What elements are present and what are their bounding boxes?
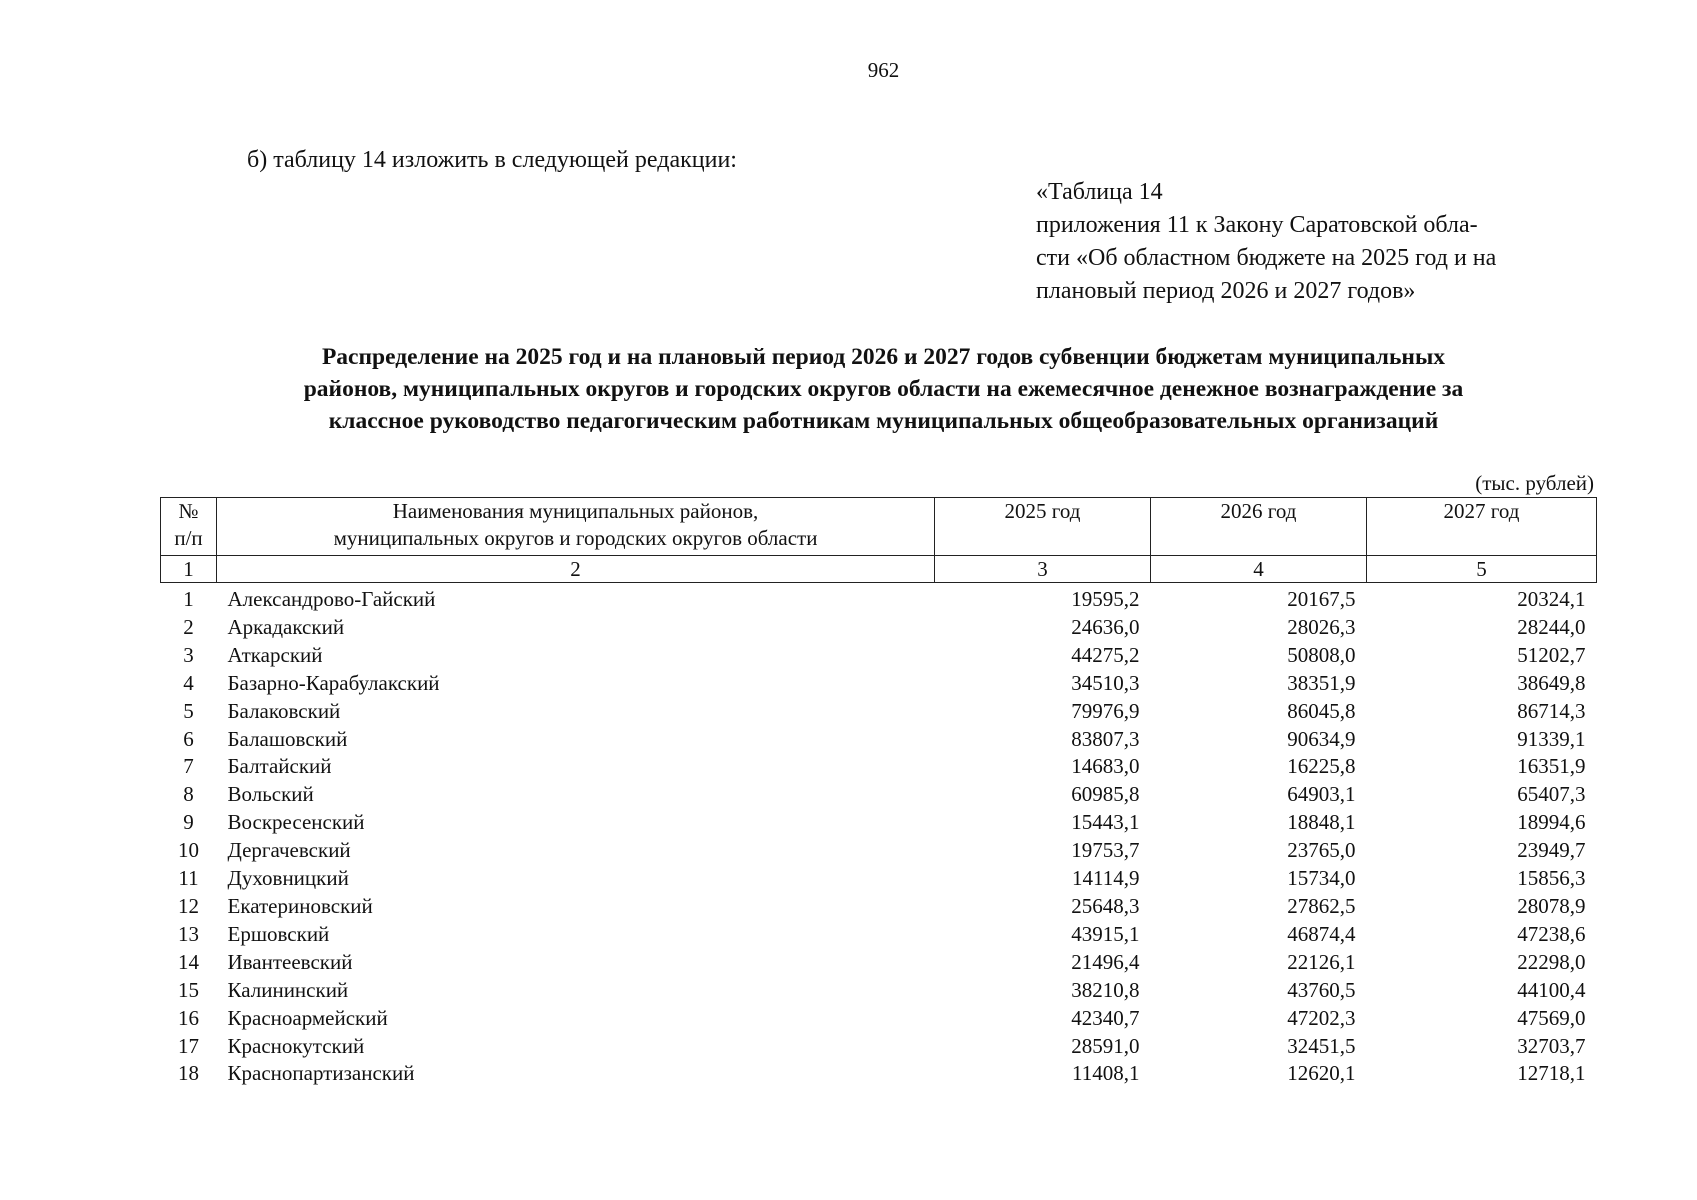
row-value-2027: 65407,3 (1517, 782, 1586, 807)
row-number: 13 (178, 921, 199, 946)
distribution-table (160, 497, 1597, 1088)
table-row (161, 1060, 1597, 1088)
header-2027: 2027 год (1367, 498, 1597, 556)
row-value-2027: 38649,8 (1517, 670, 1586, 695)
row-value-2027: 22298,0 (1517, 949, 1586, 974)
row-name: Духовницкий (227, 866, 349, 891)
column-number-row (161, 556, 1597, 583)
row-value-2027: 32703,7 (1517, 1033, 1586, 1058)
row-value-2026: 12620,1 (1287, 1061, 1356, 1086)
table-row (161, 921, 1597, 949)
row-number: 9 (183, 810, 194, 835)
row-name: Аркадакский (227, 614, 345, 639)
row-value-2025: 19753,7 (1071, 838, 1140, 863)
table-row (161, 642, 1597, 670)
column-number: 3 (935, 556, 1151, 583)
row-name: Екатериновский (227, 893, 373, 918)
column-number: 4 (1151, 556, 1367, 583)
row-value-2027: 20324,1 (1517, 587, 1586, 611)
row-value-2025: 42340,7 (1071, 1005, 1140, 1030)
row-value-2026: 28026,3 (1287, 614, 1356, 639)
table-row (161, 1033, 1597, 1061)
row-value-2026: 20167,5 (1287, 587, 1356, 611)
table-row (161, 781, 1597, 809)
caption-line: приложения 11 к Закону Саратовской обла- (1036, 212, 1478, 238)
caption-line: сти «Об областном бюджете на 2025 год и на (1036, 245, 1497, 271)
row-value-2027: 12718,1 (1517, 1061, 1586, 1086)
row-value-2027: 51202,7 (1517, 642, 1586, 667)
row-name: Краснокутский (227, 1033, 365, 1058)
row-value-2026: 15734,0 (1287, 866, 1356, 891)
row-value-2027: 16351,9 (1517, 754, 1586, 779)
row-name: Балтайский (227, 754, 332, 779)
row-number: 8 (183, 782, 194, 807)
header-number-line1: № (178, 499, 199, 523)
table-header-row (161, 498, 1597, 556)
row-value-2026: 32451,5 (1287, 1033, 1356, 1058)
row-number: 2 (183, 614, 194, 639)
row-number: 1 (183, 587, 194, 611)
row-value-2027: 15856,3 (1517, 866, 1586, 891)
row-name: Дергачевский (227, 838, 351, 863)
row-value-2025: 14683,0 (1071, 754, 1140, 779)
row-name: Ивантеевский (227, 949, 353, 974)
row-value-2025: 21496,4 (1071, 949, 1140, 974)
row-value-2025: 14114,9 (1072, 866, 1140, 891)
row-name: Красноармейский (227, 1005, 388, 1030)
row-number: 15 (178, 977, 199, 1002)
table-row (161, 893, 1597, 921)
table-caption (1036, 176, 1595, 308)
header-2026: 2026 год (1151, 498, 1367, 556)
row-number: 16 (178, 1005, 199, 1030)
row-value-2027: 47569,0 (1517, 1005, 1586, 1030)
table-row (161, 614, 1597, 642)
row-number: 10 (178, 838, 199, 863)
row-value-2027: 23949,7 (1517, 838, 1586, 863)
table-row (161, 726, 1597, 754)
row-name: Аткарский (227, 642, 323, 667)
row-value-2026: 38351,9 (1287, 670, 1356, 695)
row-value-2025: 79976,9 (1071, 698, 1140, 723)
row-value-2026: 46874,4 (1287, 921, 1356, 946)
row-value-2025: 11408,1 (1072, 1061, 1140, 1086)
row-name: Вольский (227, 782, 314, 807)
document-title (150, 341, 1617, 437)
row-value-2026: 23765,0 (1287, 838, 1356, 863)
row-value-2026: 47202,3 (1287, 1005, 1356, 1030)
title-line: Распределение на 2025 год и на плановый период 2026 и 2027 годов субвенции бюджетам муниципальных (321, 344, 1446, 370)
title-line: районов, муниципальных округов и городских округов области на ежемесячное денежное вознаграждение за (303, 376, 1464, 402)
table-row (161, 670, 1597, 698)
page-number: 962 (867, 58, 900, 82)
row-name: Воскресенский (227, 810, 365, 835)
column-number: 1 (161, 556, 217, 583)
row-value-2025: 60985,8 (1071, 782, 1140, 807)
row-number: 18 (178, 1061, 199, 1086)
table-row (161, 977, 1597, 1005)
row-value-2025: 43915,1 (1071, 921, 1140, 946)
row-number: 4 (183, 670, 194, 695)
row-name: Калининский (227, 977, 349, 1002)
row-number: 14 (178, 949, 199, 974)
row-value-2026: 18848,1 (1287, 810, 1356, 835)
row-number: 3 (183, 642, 194, 667)
row-value-2026: 27862,5 (1287, 893, 1356, 918)
table-row (161, 698, 1597, 726)
caption-line: плановый период 2026 и 2027 годов» (1036, 278, 1416, 304)
column-number: 5 (1367, 556, 1597, 583)
column-number: 2 (217, 556, 935, 583)
header-name (217, 498, 935, 556)
row-value-2027: 86714,3 (1517, 698, 1586, 723)
header-name-line1: Наименования муниципальных районов, (392, 499, 759, 523)
row-name: Ершовский (227, 921, 330, 946)
row-name: Балашовский (227, 726, 348, 751)
row-number: 17 (178, 1033, 199, 1058)
row-value-2027: 28244,0 (1517, 614, 1586, 639)
header-name-line2: муниципальных округов и городских округов области (333, 526, 818, 550)
row-value-2025: 24636,0 (1071, 614, 1140, 639)
intro-paragraph: б) таблицу 14 изложить в следующей редакции: (247, 147, 737, 173)
row-value-2025: 83807,3 (1071, 726, 1140, 751)
row-value-2026: 64903,1 (1287, 782, 1356, 807)
row-value-2026: 90634,9 (1287, 726, 1356, 751)
table-row (161, 865, 1597, 893)
table-body (161, 583, 1597, 1089)
row-value-2025: 38210,8 (1071, 977, 1140, 1002)
row-value-2026: 43760,5 (1287, 977, 1356, 1002)
row-value-2027: 44100,4 (1517, 977, 1586, 1002)
row-value-2027: 18994,6 (1517, 810, 1586, 835)
row-value-2027: 91339,1 (1517, 726, 1586, 751)
row-name: Александрово-Гайский (227, 587, 436, 611)
row-value-2027: 47238,6 (1517, 921, 1586, 946)
row-number: 12 (178, 893, 199, 918)
row-number: 11 (178, 866, 199, 891)
row-value-2025: 19595,2 (1071, 587, 1140, 611)
row-name: Балаковский (227, 698, 341, 723)
row-value-2026: 86045,8 (1287, 698, 1356, 723)
table-row (161, 949, 1597, 977)
row-value-2027: 28078,9 (1517, 893, 1586, 918)
header-2025: 2025 год (935, 498, 1151, 556)
distribution-table-container (160, 497, 1596, 1088)
row-number: 7 (183, 754, 194, 779)
row-value-2025: 44275,2 (1071, 642, 1140, 667)
table-row (161, 753, 1597, 781)
units-label: (тыс. рублей) (1475, 471, 1594, 495)
title-line: классное руководство педагогическим работникам муниципальных общеобразовательных организаций (328, 408, 1439, 434)
table-row (161, 1005, 1597, 1033)
row-number: 5 (183, 698, 194, 723)
row-name: Базарно-Карабулакский (227, 670, 440, 695)
row-value-2025: 25648,3 (1071, 893, 1140, 918)
row-number: 6 (183, 726, 194, 751)
header-number-line2: п/п (174, 526, 203, 550)
row-value-2026: 22126,1 (1287, 949, 1356, 974)
row-name: Краснопартизанский (227, 1061, 415, 1086)
caption-line: «Таблица 14 (1036, 179, 1163, 205)
row-value-2026: 16225,8 (1287, 754, 1356, 779)
row-value-2025: 34510,3 (1071, 670, 1140, 695)
table-row (161, 586, 1597, 614)
table-row (161, 837, 1597, 865)
table-row (161, 809, 1597, 837)
row-value-2025: 15443,1 (1071, 810, 1140, 835)
row-value-2026: 50808,0 (1287, 642, 1356, 667)
row-value-2025: 28591,0 (1071, 1033, 1140, 1058)
header-number (161, 498, 217, 556)
